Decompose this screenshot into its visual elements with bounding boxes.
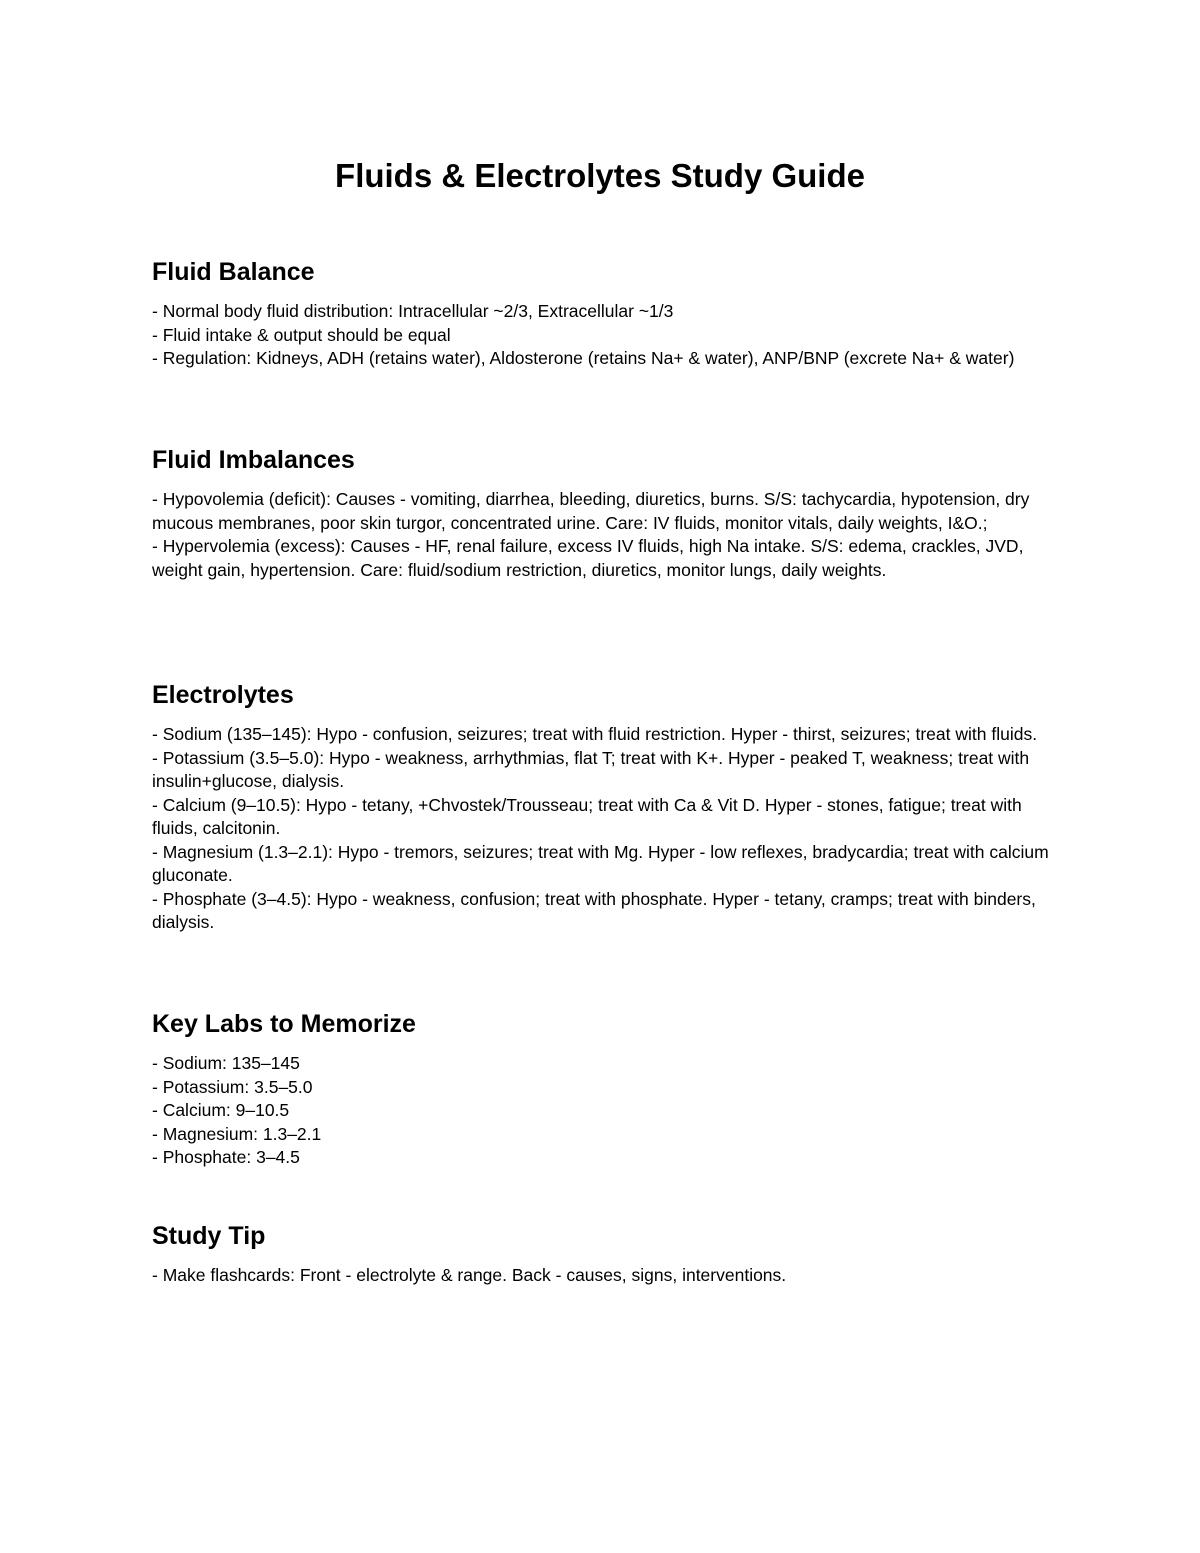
section-body <box>152 300 1052 371</box>
section-fluid-imbalances <box>152 444 1052 582</box>
list-item: - Fluid intake & output should be equal <box>152 324 451 345</box>
list-item: - Calcium: 9–10.5 <box>152 1100 290 1120</box>
section-heading: Study Tip <box>152 1222 266 1250</box>
document-title: Fluids & Electrolytes Study Guide <box>335 157 865 194</box>
list-item: - Magnesium (1.3–2.1): Hypo - tremors, seizures; treat with Mg. Hyper - low reflexes, bradycardia; treat with calcium gluconate. <box>152 841 1049 885</box>
section-body <box>152 488 1052 582</box>
list-item: - Calcium (9–10.5): Hypo - tetany, +Chvostek/Trousseau; treat with Ca & Vit D. Hyper - stones, fatigue; treat with fluids, calcitonin. <box>152 794 1022 838</box>
list-item: - Sodium (135–145): Hypo - confusion, seizures; treat with fluid restriction. Hyper - thirst, seizures; treat with fluids. <box>152 724 1038 744</box>
list-item: - Hypovolemia (deficit): Causes - vomiting, diarrhea, bleeding, diuretics, burns. S/S: tachycardia, hypotension, dry mucous membranes, poor skin turgor, concentrated urine. Care: IV fluids, monitor vitals, daily weights, I&O.; <box>152 489 1030 533</box>
section-heading: Key Labs to Memorize <box>152 1010 416 1038</box>
section-fluid-balance <box>152 256 1052 371</box>
section-body <box>152 1052 1052 1170</box>
list-item: - Phosphate (3–4.5): Hypo - weakness, confusion; treat with phosphate. Hyper - tetany, cramps; treat with binders, dialysis. <box>152 888 1036 932</box>
list-item: - Magnesium: 1.3–2.1 <box>152 1123 322 1144</box>
section-heading: Fluid Imbalances <box>152 446 355 474</box>
list-item: - Potassium (3.5–5.0): Hypo - weakness, arrhythmias, flat T; treat with K+. Hyper - peaked T, weakness; treat with insulin+glucose, dialysis. <box>152 747 1030 791</box>
list-item: - Hypervolemia (excess): Causes - HF, renal failure, excess IV fluids, high Na intake. S/S: edema, crackles, JVD, weight gain, hypertension. Care: fluid/sodium restriction, diuretics, monitor lungs, daily weights. <box>152 536 1024 580</box>
section-body <box>152 1264 1052 1288</box>
list-item: - Potassium: 3.5–5.0 <box>152 1076 313 1097</box>
section-body <box>152 723 1052 935</box>
section-key-labs <box>152 1008 1052 1170</box>
section-heading: Electrolytes <box>152 681 294 709</box>
section-study-tip <box>152 1220 1052 1288</box>
list-item: - Phosphate: 3–4.5 <box>152 1147 300 1167</box>
section-electrolytes <box>152 679 1052 935</box>
list-item: - Regulation: Kidneys, ADH (retains water), Aldosterone (retains Na+ & water), ANP/BNP (excrete Na+ & water) <box>152 348 1015 368</box>
section-heading: Fluid Balance <box>152 258 315 286</box>
list-item: - Sodium: 135–145 <box>152 1053 300 1073</box>
list-item: - Normal body fluid distribution: Intracellular ~2/3, Extracellular ~1/3 <box>152 301 674 321</box>
list-item: - Make flashcards: Front - electrolyte & range. Back - causes, signs, interventions. <box>152 1265 787 1285</box>
